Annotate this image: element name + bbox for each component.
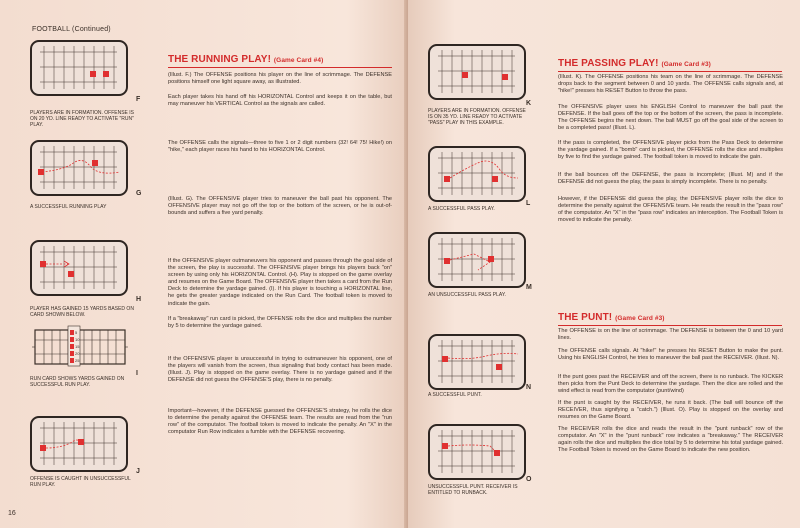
paragraph: However, if the DEFENSE did guess the play, the DEFENSIVE player rolls the dice to determine the penalty against the OFFENSIVE team. He reads the result in the "pass row" of the computator. An "X" in the "pass row" indicates an interception. The Football Token is moved to indicate the penalty. (558, 196, 783, 224)
field-diagram (32, 142, 125, 193)
paragraph: If the OFFENSIVE player is unsuccessful in trying to outmaneuver his opponent, one of the players will vanish from the screen, thus signaling that body contact has been made. (Illust. J). Play is stopped on the game overlay. There is no yardage gained and if the DEFENSE did not guess the OFFENSE'S play, there is no penalty. (168, 356, 392, 384)
defense-player (92, 160, 98, 166)
paragraph: If the pass is completed, the OFFENSIVE player picks from the Pass Deck to determine the yardage gained. If a "bomb" card is picked, the OFFENSE rolls the dice and multiplies by five to find the yardage gained. The football token is moved to indicate the gain. (558, 140, 783, 161)
illustration-l-label: L (526, 200, 531, 207)
paragraph: If a "breakaway" run card is picked, the OFFENSE rolls the dice and multiplies the number by 5 to determine the yardage gained. (168, 316, 392, 330)
kicker (442, 443, 448, 449)
paragraph: The RECEIVER rolls the dice and reads the result in the "punt runback" row of the computator. An "X" in the "punt runback" row indicates a "breakaway." The RECEIVER again rolls the dice and multiplies the dice total by 5 to determine his total yardage gained. The Football Token is moved on the Game Board to indicate the new position. (558, 426, 783, 454)
defense-player (502, 74, 508, 80)
field-diagram (430, 46, 523, 97)
illustration-j-label: J (136, 468, 140, 475)
defense-player (488, 256, 494, 262)
illustration-m-caption: AN UNSUCCESSFUL PASS PLAY. (428, 292, 506, 298)
defense-player (78, 439, 84, 445)
right-page (408, 0, 800, 528)
offense-player (90, 71, 96, 77)
paragraph: If the punt is caught by the RECEIVER, he runs it back. (The ball will bounce off the RECEIVER, thus signifying a "catch.") (Illust. O). Play is stopped on the overlay and resumes on the Game Board. (558, 400, 783, 421)
offense-player (40, 445, 46, 451)
illustration-k-label: K (526, 100, 532, 107)
illustration-f-label: F (136, 96, 141, 103)
punt-title: THE PUNT! (Game Card #3) (558, 312, 665, 323)
illustration-i-caption: PLAYER HAS GAINED 15 YARDS BASED ON CARD SHOWN BELOW. (30, 306, 134, 319)
illustration-j-caption: OFFENSE IS CAUGHT IN UNSUCCESSFUL RUN PLAY. (30, 476, 131, 489)
title-underline (558, 71, 782, 72)
defense-player (68, 271, 74, 277)
illustration-o-label: O (526, 476, 532, 483)
paragraph: The OFFENSE is on the line of scrimmage. The DEFENSE is between the 0 and 10 yard lines. (558, 328, 783, 342)
pass-path (450, 161, 518, 178)
field-diagram (32, 242, 125, 293)
title-underline (558, 325, 782, 326)
run-card-caption: RUN CARD SHOWS YARDS GAINED ON SUCCESSFUL RUN PLAY. (30, 376, 125, 389)
field-diagram (32, 418, 125, 469)
illustration-g-label: G (136, 190, 142, 197)
paragraph: Each player takes his hand off his HORIZONTAL Control and keeps it on the table, but may maneuver his VERTICAL Control as the signals are called. (168, 94, 392, 108)
passing-play-title: THE PASSING PLAY! (Game Card #3) (558, 58, 711, 69)
illustration-l-screen (428, 146, 526, 202)
illustration-m-screen (428, 232, 526, 288)
pass-path (450, 254, 490, 270)
paragraph: The OFFENSE calls signals. At "hike!" he presses his RESET Button to make the punt. Using his ENGLISH Control, he tries to maneuver the ball past the RECEIVER. (Illust. N). (558, 348, 783, 362)
paragraph: If the OFFENSIVE player outmaneuvers his opponent and passes through the goal side of the screen, the play is successful. The OFFENSIVE player brings his players back "on" screen by using only his HORIZONTAL Control. (H). Play is stopped on the game overlay and resumes on the Game Board. The OFFENSIVE player then takes a card from the Run Deck to determine the yardage gained. (I). If his player is touching a HORIZONTAL line, he gets the greater yardage indicated on the Run Card. The football token is moved to indicate the gain. (168, 258, 392, 307)
field-diagram (430, 148, 523, 199)
title-underline (168, 67, 392, 68)
kicker (442, 356, 448, 362)
paragraph: The OFFENSIVE player uses his ENGLISH Control to maneuver the ball past the DEFENSE. If the ball goes off the top or the bottom of the screen, the pass is incomplete. The OFFENSE begins the next down. The ball MUST go off the goal side of the screen to be a completed pass! (Illust. L). (558, 104, 783, 132)
illustration-h-screen (30, 240, 128, 296)
field-diagram (430, 234, 523, 285)
field-diagram (32, 42, 125, 93)
defense-player (103, 71, 109, 77)
page-number: 16 (8, 510, 16, 517)
receiver (494, 450, 500, 456)
offense-player (462, 72, 468, 78)
paragraph: Important—however, if the DEFENSE guessed the OFFENSE'S strategy, he rolls the dice to determine the penalty against the OFFENSE team. The results are read from the "run row" of the computator. The football token is moved to indicate the penalty. An "X" in the computator Run Row indicates a fumble with the DEFENSE recovering. (168, 408, 392, 436)
illustration-n-label: N (526, 384, 532, 391)
offense-player (40, 261, 46, 267)
illustration-i-board (32, 322, 128, 370)
illustration-n-caption: A SUCCESSFUL PUNT. (428, 392, 482, 398)
illustration-f-screen (30, 40, 128, 96)
illustration-o-screen (428, 424, 526, 480)
punt-path (448, 353, 518, 358)
paragraph: The OFFENSE calls the signals—three to five 1 or 2 digit numbers (32! 64! 75! Hike!) on "hike," each player races his hand to his HORIZONTAL Control. (168, 140, 392, 154)
field-diagram (430, 426, 523, 477)
paragraph: If the punt goes past the RECEIVER and off the screen, there is no runback. The KICKER then picks from the Punt Deck to determine the yardage. Then the dice are rolled and the wind effect is read from the computator (punt/wind) (558, 374, 783, 395)
illustration-g-caption: A SUCCESSFUL RUNNING PLAY (30, 204, 107, 210)
illustration-i-label: I (136, 370, 138, 377)
illustration-n-screen (428, 334, 526, 390)
illustration-f-caption: PLAYERS ARE IN FORMATION. OFFENSE IS ON 20 YD. LINE READY TO ACTIVATE "RUN" PLAY. (30, 110, 134, 129)
illustration-g-screen (30, 140, 128, 196)
offense-player (444, 176, 450, 182)
paragraph: If the ball bounces off the DEFENSE, the pass is incomplete; (Illust. M) and if the DEFENSE did not guess the play, the pass is simply incomplete. There is no penalty. (558, 172, 783, 186)
illustration-k-caption: PLAYERS ARE IN FORMATION. OFFENSE IS ON 35 YD. LINE READY TO ACTIVATE "PASS" PLAY IN THIS EXAMPLE. (428, 108, 526, 127)
page-header: FOOTBALL (Continued) (32, 26, 111, 33)
receiver (496, 364, 502, 370)
running-play-title: THE RUNNING PLAY! (Game Card #4) (168, 54, 324, 65)
illustration-h-label: H (136, 296, 142, 303)
paragraph: (Illust. F.) The OFFENSE positions his player on the line of scrimmage. The DEFENSE positions himself one light square away, as illustrated. (168, 72, 392, 86)
field-diagram (430, 336, 523, 387)
paragraph: (Illust. K). The OFFENSE positions his team on the line of scrimmage. The DEFENSE drops back to the segment between 0 and 10 yards. The OFFENSE calls signals and, at "hike!" presses his RESET Button to throw the pass. (558, 74, 783, 95)
illustration-m-label: M (526, 284, 532, 291)
illustration-k-screen (428, 44, 526, 100)
offense-player (38, 169, 44, 175)
offense-player (444, 258, 450, 264)
game-board-diagram (32, 322, 128, 370)
defense-player (492, 176, 498, 182)
illustration-l-caption: A SUCCESSFUL PASS PLAY. (428, 206, 495, 212)
paragraph: (Illust. G). The OFFENSIVE player tries to maneuver the ball past his opponent. The OFFENSIVE player may not go off the top or the bottom of the screen, or he is out-of-bounds and suffers a five yard penalty. (168, 196, 392, 217)
run-card-values: 5 10 15 20 25 (75, 330, 80, 363)
illustration-o-caption: UNSUCCESSFUL PUNT. RECEIVER IS ENTITLED TO RUNBACK. (428, 484, 518, 497)
illustration-j-screen (30, 416, 128, 472)
